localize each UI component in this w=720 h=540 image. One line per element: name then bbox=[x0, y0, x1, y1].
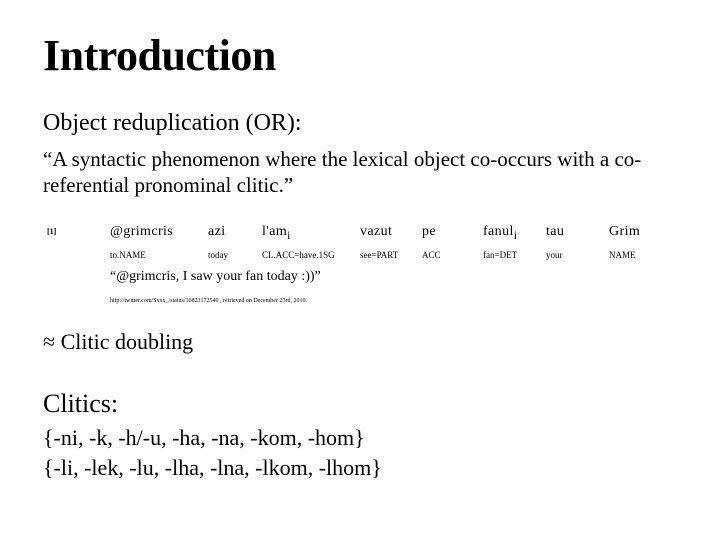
clitics-line-2: {-li, -lek, -lu, -lha, -lna, -lkom, -lhom} bbox=[43, 455, 382, 480]
gloss-word: fanul$_i$ bbox=[483, 224, 518, 242]
gloss-word: tau bbox=[546, 224, 565, 239]
gloss-word: vazut bbox=[360, 224, 393, 239]
gloss-label: CL.ACC=have.1SG bbox=[262, 250, 335, 260]
example-translation: “@grimcris, I saw your fan today :))” bbox=[110, 269, 321, 284]
example-source: http://twitter.com/Sxxx_/status/10823172540 , retrieved on December 23rd, 2010. bbox=[110, 298, 307, 304]
clitics-heading: Clitics: bbox=[43, 389, 119, 418]
definition-quote: “A syntactic phenomenon where the lexical object co-occurs with a co-referential pronominal clitic.” bbox=[43, 147, 642, 197]
gloss-word: pe bbox=[422, 224, 437, 239]
gloss-word: azi bbox=[208, 224, 226, 239]
gloss-label: ACC bbox=[422, 250, 441, 260]
gloss-label: fan=DET bbox=[483, 250, 518, 260]
gloss-label: to.NAME bbox=[110, 250, 146, 260]
gloss-word: $l'am_i$ bbox=[262, 224, 291, 242]
gloss-label: see=PART bbox=[360, 250, 399, 260]
gloss-label: NAME bbox=[609, 250, 636, 260]
clitics-line-1: {-ni, -k, -h/-u, -ha, -na, -kom, -hom} bbox=[43, 425, 365, 450]
gloss-word: Grim bbox=[609, 224, 641, 239]
gloss-label: today bbox=[208, 250, 228, 260]
gloss-word: @grimcris bbox=[110, 224, 174, 239]
approx-line: ≈ Clitic doubling bbox=[43, 329, 194, 354]
example-number: [1] bbox=[47, 227, 57, 236]
slide-title: Introduction bbox=[43, 31, 276, 80]
subtitle: Object reduplication (OR): bbox=[43, 110, 302, 136]
gloss-label: your bbox=[546, 250, 563, 260]
